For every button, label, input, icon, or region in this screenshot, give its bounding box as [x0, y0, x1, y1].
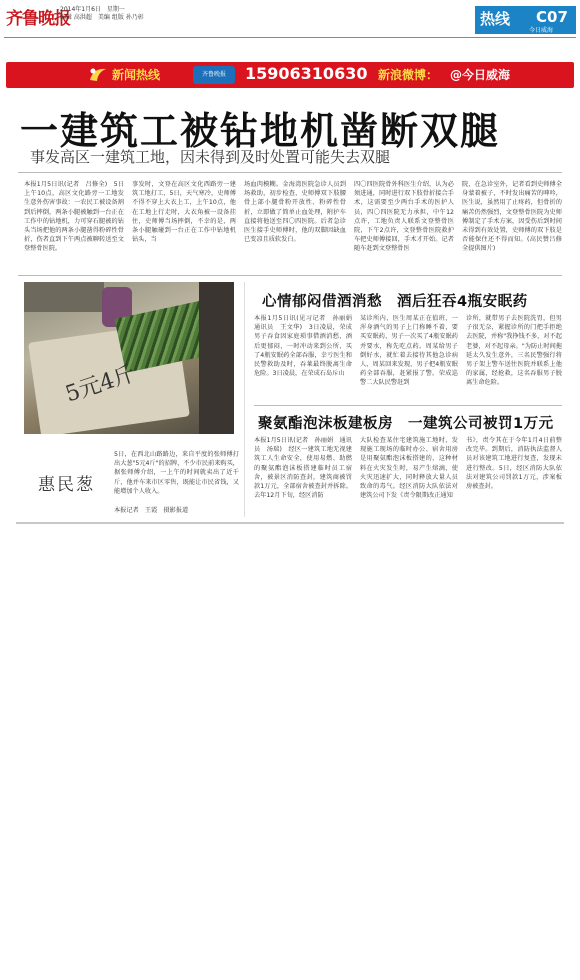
paper-logo-badge: 齐鲁晚报 — [193, 66, 235, 84]
lead-column-4: 四〇四医院骨外科医生介绍，认为必须进通，同时进行双下肢骨折接合手术，这需要至少两台手术的医护人员，四〇四医院无力承担，中午12点许，工地负责人联系文登整骨医院，下午2点许，文登整骨医院救护车把史师傅接回，手术才开始。记者随车赶到文登整骨医 — [354, 181, 454, 253]
divider — [244, 282, 245, 517]
story2-headline: 心情郁闷借酒消愁 酒后狂吞4瓶安眠药 — [262, 294, 528, 310]
story3-headline: 聚氨酯泡沫板建板房 一建筑公司被罚1万元 — [258, 416, 554, 432]
photo-sign-text: 5元4斤 — [62, 361, 139, 408]
lead-column-2: 事发时，文登在高区文化西路旁一建筑工地打工，5日，天气寒冷，史师傅不得不穿上大衣上工，上午10点，他在工地上行走时，大衣角被一设备挂住，史师傅当场摔倒，不幸的是，两条小腿触碰到一台正在工作中钻地机钻头，当 — [132, 181, 236, 244]
phone-icon — [88, 66, 108, 88]
lead-column-5: 院，在急诊室外，记者看到史师傅全身蒙着被子，不时发出痛苦的呻吟，医生说，虽然用了止疼药，但骨折的痛苦仍然强烈，文登整骨医院为史师傅制定了手术方案，因受伤后到时间未得到有效处置，史师傅的双下肢是否能保住还不得而知。(高民赞吕修全提供图片) — [462, 181, 562, 253]
story3-column-2: 大队检查某住宅建筑施工地时，发现施工现场的临时办公、宿舍用房是用聚氨酯泡沫板搭建的，这种材料在火灾发生时，易产生熔滴，使火灾迅速扩大，同时释放大量人员致命的毒气。经区消防大队依法对建筑公司下发《责令限期改正通知 — [360, 437, 458, 500]
page-number: C07 — [536, 8, 568, 26]
lead-subhead: 事发高区一建筑工地，因未得到及时处置可能失去双腿 — [30, 148, 391, 166]
section-name: 热线 — [480, 10, 511, 28]
divider — [254, 405, 562, 406]
weibo-account: @今日威海 — [450, 68, 511, 82]
bottom-rule — [16, 522, 564, 524]
story2-column-3: 诊所，就带男子去医院洗胃，但男子很无奈，紧握诊所的门把手拒绝去医院，并称"我挣钱不多，对不起老婆，对不起母亲。"为防止时间拖延太久发生意外，三名民警强行将男子架上警车送往医院并联系上他的家属，经抢救，这名吞服男子脱离生命危险。 — [466, 315, 562, 387]
divider — [18, 275, 562, 276]
story3-column-3: 书》，责令其在于今年1月4日前整改完毕。到期后，消防执法监督人员对该建筑工地进行复查，发现未进行整改。5日，经区消防大队依法对建筑公司罚款1万元，涉案板房被查封。 — [466, 437, 562, 491]
hotline-label: 新闻热线 — [112, 68, 161, 82]
photo-credit: 本报记者 王霞 摄影报道 — [114, 507, 189, 514]
date-line: 2014年1月6日 星期一 — [60, 6, 125, 13]
paper-name: 齐鲁晚报 — [6, 9, 70, 29]
weibo-label: 新浪微博： — [378, 68, 439, 82]
news-photo — [24, 282, 234, 434]
edition-name: 今日威海 — [529, 27, 554, 34]
lead-column-1: 本报1月5日讯(记者 吕修全) 5日上午10点，高区文化路旁一工地发生意外伤害事故：一农民工被设备割到后摔倒，两条小腿被触到一台正在工作中的钻地机，力可穿石腿被的钻头当场把他的两条小腿凿得粉碎性骨折，伤者直到下午两点被聊转送至文登整骨医院。 — [24, 181, 124, 253]
lead-column-3: 场血肉模糊。金海湾医院急诊人员到场救助，初步检查，史师傅双下肢腰骨上部小腿骨粉开放性、粉碎性骨折，立即做了简单止血处理，附护车直接将他送至四〇四医院。后者急诊医生接手史师傅时，他的双脚因缺血已变凉且质软发白。 — [244, 181, 346, 244]
story2-column-1: 本报1月5日讯(见习记者 孙丽娟 通讯员 王文华) 3日凌晨，荣成男子吞食因家庭琐事借酒消愁，酒后更郁闷，一时冲动来到公所，买了4瓶安眠药全部吞服，幸亏医生和民警救助及时，吞莱最终脱离生命危险。3日凌晨，在荣成石岛斥山 — [254, 315, 359, 378]
hotline-phone: 15906310630 — [245, 64, 368, 83]
photo-caption: 5日，在西北山路路边，来自平度的张师傅打出大葱"5元4斤"的招牌，不少市民前来购买，据张师傅介绍，一上午的时间就卖出了近千斤，他并车来市区零售，既能让市民省钱，又能增加个人收入。 — [114, 451, 239, 495]
divider — [4, 37, 576, 38]
story2-column-2: 某诊所内，医生周某正在值班，一浑身酒气的男子上门称睡不着，要买安眠药，男子一次买了4瓶安眠药并要水，称先吃点药。周某给男子倒好水，就忙着去接待其他急诊病人，周某回来发现，男子把4瓶安眠药全部吞服，赶紧报了警。荣成巡警二大队民警赶到 — [360, 315, 458, 387]
issue-meta — [60, 6, 144, 22]
divider — [18, 172, 562, 173]
lead-headline: 一建筑工被钻地机凿断双腿 — [20, 109, 501, 153]
editors-line: 编辑 高洪超 美编 组版 孙乃彰 — [60, 14, 144, 21]
photo-caption-title: 惠民葱 — [38, 475, 95, 495]
story3-column-1: 本报1月5日讯(记者 孙丽娟 通讯员 汤瑞) 经区一建筑工地无视建筑工人生命安全，使用易燃、助燃的聚氨酯泡沫板搭建临时员工宿舍，被景区消防查封，建筑商被罚款1万元，全部宿舍被查封并拆除。去年12月下旬，经区消防 — [254, 437, 352, 500]
